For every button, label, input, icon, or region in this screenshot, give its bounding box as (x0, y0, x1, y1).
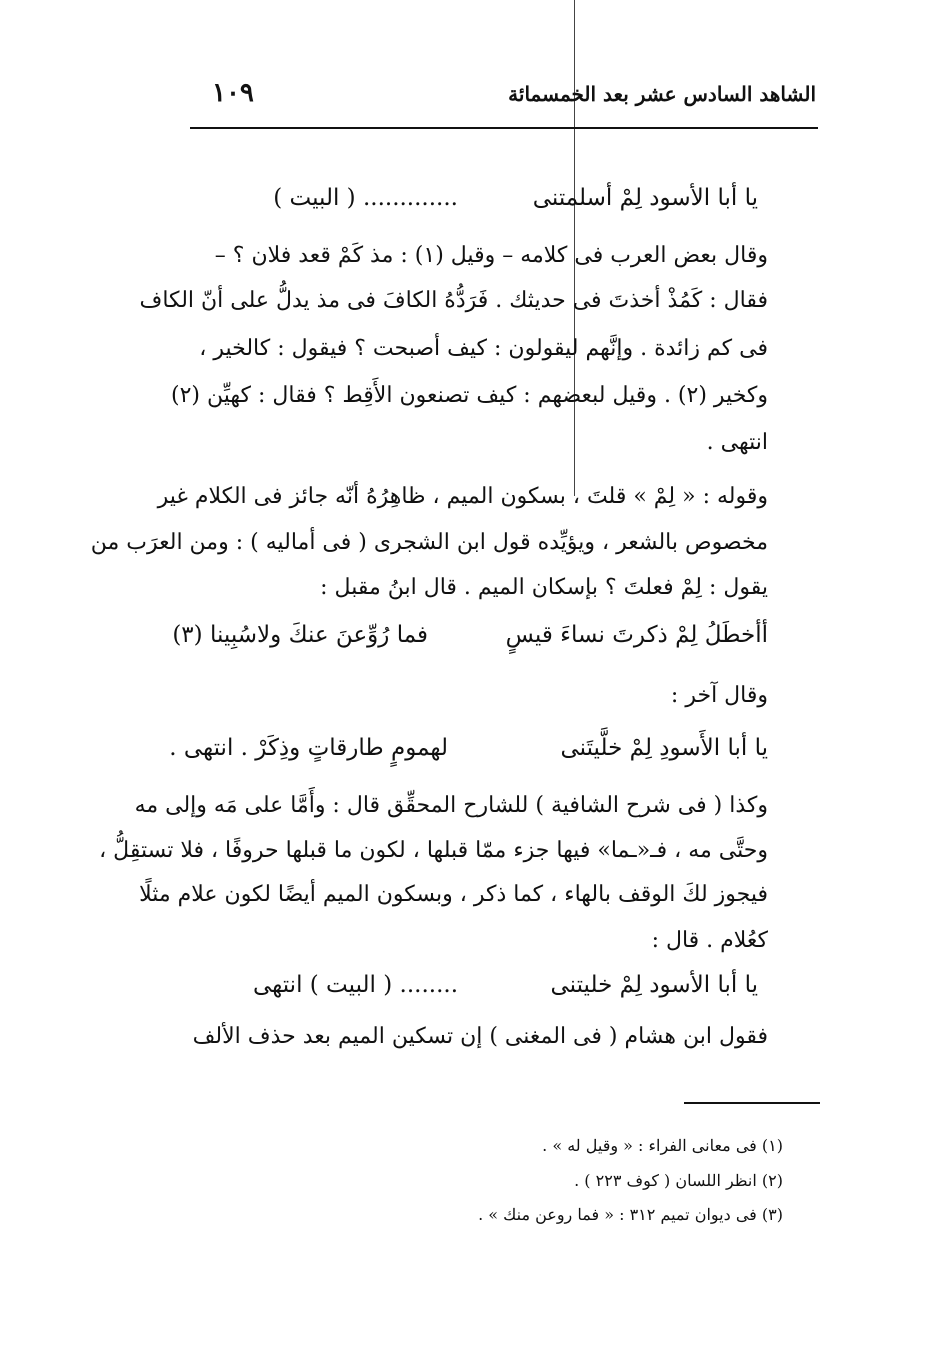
para-1-line-5: انتهى . (706, 430, 768, 455)
footnote-1: (١) فى معانى الفراء : « وقيل له » . (542, 1136, 783, 1155)
footnote-rule (684, 1102, 820, 1104)
footnote-3: (٣) فى ديوان تميم ٣١٢ : « فما روعن منك » . (478, 1205, 783, 1224)
verse-2-second-hemistich: فما رُوِّعنَ عنكَ ولاسُبِينا (٣) (172, 622, 428, 648)
footnote-2: (٢) انظر اللسان ( كوف ٢٢٣ ) . (574, 1171, 783, 1190)
para-4-line-2: وحتَّى مه ، فـ«ـما» فيها جزء ممّا قبلها ، لكون ما قبلها حروفًا ، فلا تستقِلُّ ، (99, 838, 768, 863)
verse-1-first-hemistich: يا أبا الأسود لِمْ أسلمتنى (532, 185, 758, 211)
para-1-line-3: فى كم زائدة . وإنَّهم ليقولون : كيف أصبحت ؟ فيقول : كالخير ، (199, 336, 768, 361)
header-rule (190, 127, 818, 129)
verse-3-first-hemistich: يا أبا الأَسودِ لِمْ خلَّيتَنى (560, 735, 768, 761)
verse-4-second-hemistich: ........ ( البيت ) انتهى (252, 972, 458, 998)
verse-3-second-hemistich: لهمومٍ طارقاتٍ وذِكَرْ . انتهى . (169, 735, 448, 761)
para-4-line-4: كعُلام . قال : (651, 928, 768, 953)
running-header-title: الشاهد السادس عشر بعد الخمسمائة (508, 82, 816, 106)
para-2-line-2: مخصوص بالشعر ، ويؤيِّده قول ابن الشجرى ( فى أماليه ) : ومن العرَب من (90, 530, 768, 555)
page-number: ١٠٩ (212, 78, 254, 108)
verse-2-first-hemistich: أأخطَلُ لِمْ ذكرتَ نساءَ قيسٍ (505, 622, 768, 648)
para-4-line-3: فيجوز لكَ الوقف بالهاء ، كما ذكر ، وبسكون الميم أيضًا لكون علام مثلًا (139, 882, 768, 907)
para-1-line-2: فقال : كَمُذْ أخذتَ فى حديثك . فَرَدُّهُ الكافَ فى مذ يدلُّ على أنّ الكاف (139, 288, 768, 313)
para-1-line-4: وكخير (٢) . وقيل لبعضهم : كيف تصنعون الأَقِط ؟ فقال : كهيِّن (٢) (171, 383, 768, 408)
verse-1-second-hemistich: ............. ( البيت ) (273, 185, 458, 211)
para-5: فقول ابن هشام ( فى المغنى ) إن تسكين الميم بعد حذف الألف (192, 1024, 768, 1049)
para-2-line-1: وقوله : « لِمْ » قلتَ ، بسكون الميم ، ظاهِرُهُ أنّه جائز فى الكلام غير (157, 484, 768, 509)
para-2-line-3: يقول : لِمْ فعلتَ ؟ بإسكان الميم . قال ابنُ مقبل : (320, 575, 768, 600)
verse-4-first-hemistich: يا أبا الأسود لِمْ خليتنى (550, 972, 758, 998)
para-4-line-1: وكذا ( فى شرح الشافية ) للشارح المحقِّق قال : وأَمَّا على مَه وإلى مه (134, 793, 768, 818)
para-1-line-1: وقال بعض العرب فى كلامه – وقيل (١) : مذ كَمْ قعد فلان ؟ – (214, 243, 768, 268)
para-3: وقال آخر : (670, 683, 768, 708)
